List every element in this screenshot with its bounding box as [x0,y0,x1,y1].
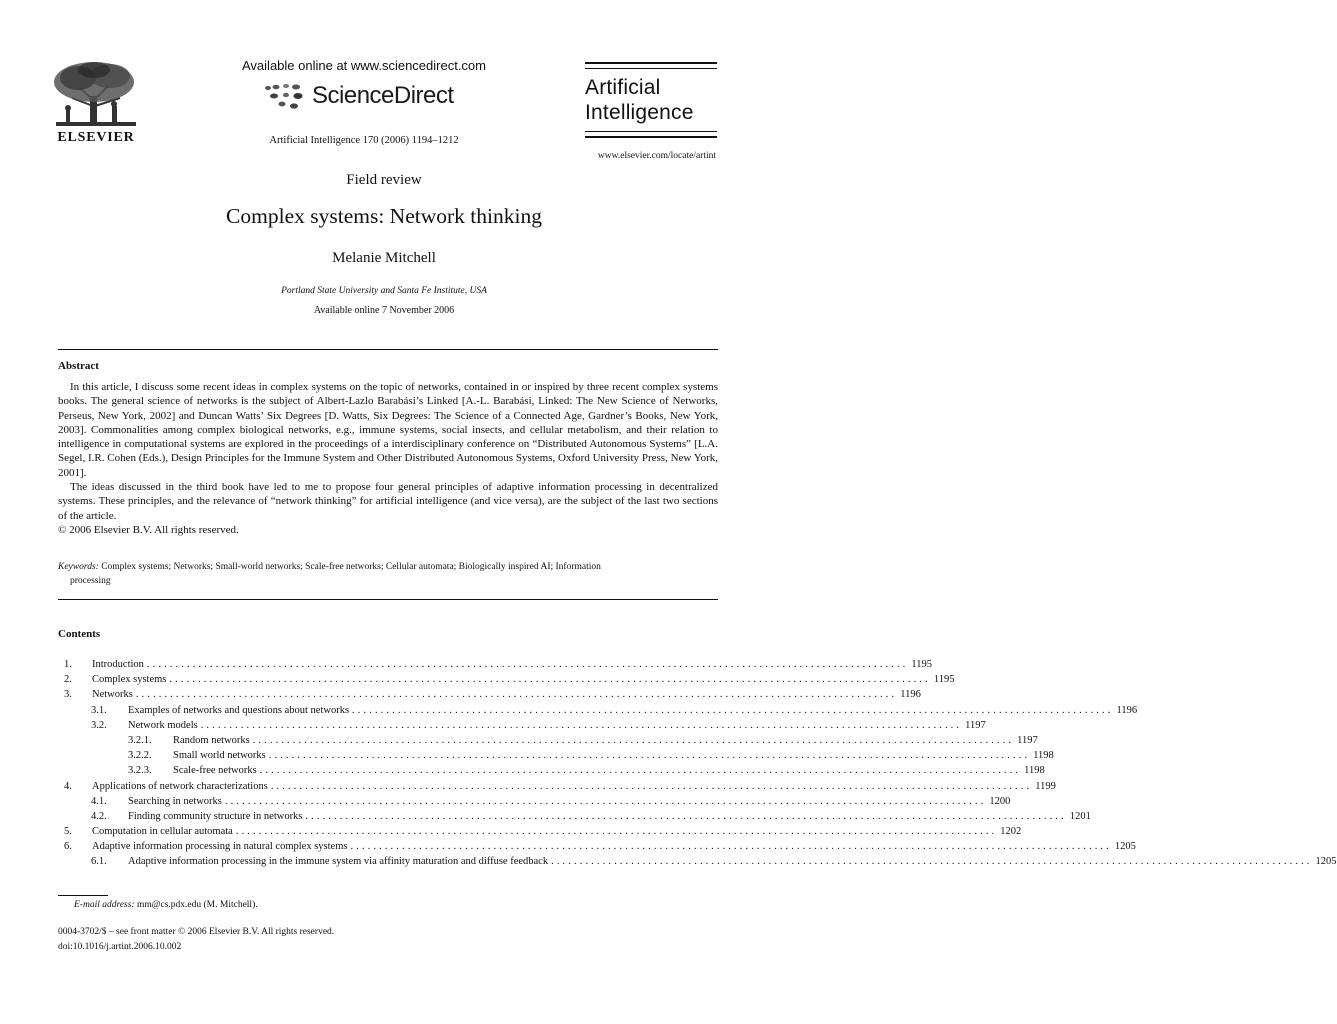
toc-title: Computation in cellular automata [92,826,233,838]
author-affiliation: Portland State University and Santa Fe Institute, USA [281,286,487,296]
toc-page: 1196 [900,689,921,701]
toc-item[interactable] [58,794,1011,809]
toc-item[interactable] [58,839,1136,854]
toc-number: 3. [64,689,72,701]
toc-number: 2. [64,674,72,686]
keywords-list: Complex systems; Networks; Small-world networks; Scale-free networks; Cellular automata; Biologically inspired AI; Information [101,562,601,572]
toc-number: 4. [64,780,72,792]
elsevier-logo [50,60,142,150]
abstract-paragraph-1: In this article, I discuss some recent ideas in complex systems on the topic of networks, contained in or inspired by three recent complex systems books. The general science of networks is the subject of Albert-Lazlo Barabási’s Linked [A.-L. Barabási, Linked: The New Science of Networks, Perseus, New York, 2002] and Duncan Watts’ Six Degrees [D. Watts, Six Degrees: The Science of a Connected Age, Gardner’s Books, New York, 2003]. Commonalities among complex biological networks, e.g., immune systems, social insects, and cellular metabolism, and their relation to intelligence in computational systems are explored in the proceedings of a interdisciplinary conference on “Distributed Autonomous Systems” [L.A. Segel, I.R. Cohen (Eds.), Design Principles for the Immune System and Other Distributed Autonomous Systems, Oxford University Press, New York, 2001]. [58,381,718,479]
toc-item[interactable] [58,748,1054,763]
toc-title: Adaptive information processing in natural complex systems [92,841,348,853]
toc-number: 5. [64,826,72,838]
doi[interactable]: doi:10.1016/j.artint.2006.10.002 [58,942,182,952]
toc-title: Finding community structure in networks [128,810,303,822]
abstract-heading: Abstract [58,360,99,372]
toc-title: Introduction [92,659,144,670]
toc-item[interactable] [58,672,955,687]
toc-number: 3.2. [91,719,107,731]
journal-logo-rule-bottom-thin [585,131,717,132]
toc-leader: ..................................................................................................................................... [551,856,1313,868]
sciencedirect-dots-icon [262,82,312,112]
journal-url[interactable]: www.elsevier.com/locate/artint [597,151,716,161]
toc-title: Examples of networks and questions about networks [128,704,350,716]
toc-page: 1195 [933,674,955,686]
keywords [58,560,718,588]
toc-number: 1. [64,659,72,670]
toc-leader: ..................................................................................................................................... [350,841,1112,853]
toc-number: 3.2.3. [128,765,152,777]
journal-title-line1: Artificial [585,76,661,99]
toc-item[interactable] [58,687,921,702]
toc-page: 1205 [1114,841,1136,853]
toc-number: 6.1. [91,856,107,868]
footnote-label: E-mail address: [74,900,135,910]
toc-item[interactable] [58,718,986,733]
toc-title: Complex systems [92,674,167,686]
toc-page: 1205 [1315,856,1337,868]
toc-title: Scale-free networks [173,765,257,777]
elsevier-wordmark: ELSEVIER [57,130,135,145]
toc-page: 1195 [911,659,932,670]
toc-page: 1199 [1035,780,1056,792]
toc-item[interactable] [58,657,932,672]
abstract-body [58,380,718,537]
toc-title: Networks [92,689,133,701]
journal-logo [585,62,717,138]
toc-leader: ..................................................................................................................................... [259,765,1022,777]
keywords-list-continued: processing [70,576,111,586]
toc-page: 1196 [1116,704,1138,716]
toc-item[interactable] [58,779,1056,794]
toc-number: 3.2.1. [128,734,152,746]
toc-number: 4.1. [91,795,107,807]
sciencedirect-logo [262,80,472,114]
toc-leader: ..................................................................................................................................... [352,704,1114,716]
toc-page: 1197 [965,719,986,731]
toc-number: 3.1. [91,704,107,716]
toc-page: 1198 [1024,765,1045,777]
footnote-rule [58,895,108,896]
available-online-date: Available online 7 November 2006 [313,305,455,316]
journal-logo-rule-bottom [585,136,717,138]
toc-leader: ..................................................................................................................................... [268,750,1031,762]
toc-title: Random networks [173,734,250,746]
available-online-text: Available online at www.sciencedirect.com [242,58,486,73]
keywords-label: Keywords: [58,562,99,572]
journal-citation: Artificial Intelligence 170 (2006) 1194–1212 [269,135,459,146]
front-matter: 0004-3702/$ – see front matter © 2006 Elsevier B.V. All rights reserved. [58,927,335,937]
contents-heading: Contents [58,628,101,640]
abstract-paragraph-2: The ideas discussed in the third book have led to me to propose four general principles of adaptive information processing in decentralized systems. These principles, and the relevance of “network thinking” for artificial intelligence (and vice versa), are the subject of the last two sections of the article. [58,481,718,522]
toc-item[interactable] [58,809,1091,824]
toc-page: 1202 [1000,826,1022,838]
toc-leader: ..................................................................................................................................... [252,734,1015,746]
toc-number: 4.2. [91,810,107,822]
toc-title: Adaptive information processing in the immune system via affinity maturation and diffuse feedback [128,856,549,868]
toc-page: 1200 [989,795,1011,807]
footnote [74,900,258,910]
divider-bottom [58,599,718,600]
toc-item[interactable] [58,763,1045,778]
toc-title: Applications of network characterizations [92,780,268,792]
toc-leader: ..................................................................................................................................... [146,659,909,670]
paper-title: Complex systems: Network thinking [226,204,542,228]
journal-logo-rule-top [585,62,717,64]
journal-title-line2: Intelligence [585,101,694,124]
toc-page: 1201 [1069,810,1091,822]
toc-leader: ..................................................................................................................................... [224,795,987,807]
toc-title: Searching in networks [128,795,222,807]
table-of-contents [58,657,1337,870]
toc-item[interactable] [58,854,1337,869]
toc-item[interactable] [58,733,1038,748]
toc-number: 3.2.2. [128,750,152,762]
toc-leader: ..................................................................................................................................... [305,810,1067,822]
toc-leader: ..................................................................................................................................... [169,674,931,686]
abstract-copyright: © 2006 Elsevier B.V. All rights reserved. [58,523,239,536]
toc-leader: ..................................................................................................................................... [270,780,1033,792]
author-name: Melanie Mitchell [332,250,436,266]
toc-page: 1198 [1033,750,1054,762]
toc-title: Small world networks [173,750,266,762]
elsevier-tree-icon [50,60,142,130]
toc-item[interactable] [58,703,1138,718]
divider-top [58,349,718,350]
toc-leader: ..................................................................................................................................... [235,826,998,838]
article-section: Field review [346,172,422,188]
toc-number: 6. [64,841,72,853]
toc-page: 1197 [1017,734,1038,746]
sciencedirect-wordmark: ScienceDirect [312,82,454,109]
toc-leader: ..................................................................................................................................... [200,719,963,731]
journal-logo-rule-top-thin [585,68,717,69]
toc-title: Network models [128,719,198,731]
toc-item[interactable] [58,824,1022,839]
toc-leader: ..................................................................................................................................... [135,689,898,701]
footnote-email[interactable]: mm@cs.pdx.edu (M. Mitchell). [136,900,258,910]
